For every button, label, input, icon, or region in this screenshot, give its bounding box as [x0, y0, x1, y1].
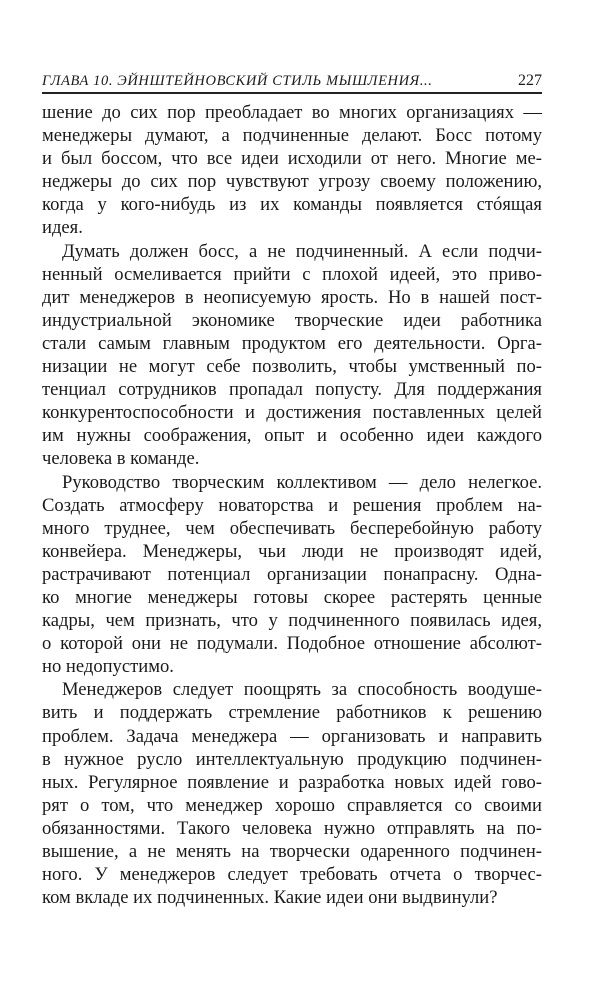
text-line: Думать должен босс, а не подчиненный. А если подчи-: [62, 240, 542, 262]
paragraph: [42, 678, 542, 909]
text-line: человека в команде.: [42, 448, 200, 470]
text-line: кадры, чем признать, что у подчиненного появилась идея,: [42, 610, 542, 632]
text-line: но недопустимо.: [42, 656, 174, 678]
text-line: конкурентоспособности и достижения поставленных целей: [42, 402, 542, 424]
text-line: менеджеры думают, а подчиненные делают. Босс потому: [42, 125, 542, 147]
text-line: ных. Регулярное появление и разработка новых идей гово-: [42, 771, 542, 793]
text-line: Создать атмосферу новаторства и решения проблем на-: [42, 494, 542, 516]
text-line: обязанностями. Такого человека нужно отправлять на по-: [42, 817, 542, 839]
text-line: в нужное русло интеллектуальную продукцию подчинен-: [42, 748, 542, 770]
text-line: и был боссом, что все идеи исходили от него. Многие ме-: [42, 148, 542, 170]
text-line: когда у кого-нибудь из их команды появляется стóящая: [42, 194, 542, 216]
text-line: ком вкладе их подчиненных. Какие идеи они выдвинули?: [42, 887, 498, 909]
text-line: вить и поддержать стремление работников к решению: [42, 702, 542, 724]
text-line: Менеджеров следует поощрять за способность воодуше-: [62, 679, 542, 701]
text-line: индустриальной экономике творческие идеи работника: [42, 309, 542, 331]
paragraph: [42, 471, 542, 679]
text-line: дит менеджеров в неописуемую ярость. Но в нашей пост-: [42, 286, 542, 308]
text-line: низации не могут себе позволить, чтобы умственный по-: [42, 356, 542, 378]
text-line: шение до сих пор преобладает во многих организациях —: [42, 102, 542, 123]
text-line: много труднее, чем обеспечивать бесперебойную работу: [42, 517, 542, 539]
text-line: тенциал сотрудников пропадал попусту. Для поддержания: [42, 379, 542, 401]
text-line: неджеры до сих пор чувствуют угрозу своему положению,: [42, 171, 542, 193]
paragraph: [42, 101, 542, 240]
text-line: им нужны соображения, опыт и особенно идеи каждого: [42, 425, 542, 447]
text-line: о которой они не подумали. Подобное отношение абсолют-: [42, 633, 542, 655]
chapter-title: ГЛАВА 10. ЭЙНШТЕЙНОВСКИЙ СТИЛЬ МЫШЛЕНИЯ...: [42, 73, 433, 89]
text-line: Руководство творческим коллективом — дело нелегкое.: [62, 471, 542, 493]
text-line: конвейера. Менеджеры, чьи люди не производят идей,: [42, 540, 542, 562]
page-body: [42, 101, 542, 909]
text-line: проблем. Задача менеджера — организовать и направить: [42, 725, 542, 747]
paragraph: [42, 240, 542, 471]
text-line: растрачивают потенциал организации понапрасну. Одна-: [42, 563, 542, 585]
text-line: ного. У менеджеров следует требовать отчета о творчес-: [42, 864, 542, 886]
text-line: стали самым главным продуктом его деятельности. Орга-: [42, 332, 542, 354]
text-line: вышение, а не менять на творчески одаренного подчинен-: [42, 841, 542, 862]
text-line: рят о том, что менеджер хорошо справляется со своими: [42, 794, 542, 816]
page-number: 227: [518, 72, 542, 89]
text-line: ко многие менеджеры готовы скорее растерять ценные: [42, 586, 542, 608]
text-line: ненный осмеливается прийти с плохой идеей, это приво-: [42, 263, 542, 285]
text-line: идея.: [42, 217, 83, 239]
running-header: [42, 70, 542, 94]
